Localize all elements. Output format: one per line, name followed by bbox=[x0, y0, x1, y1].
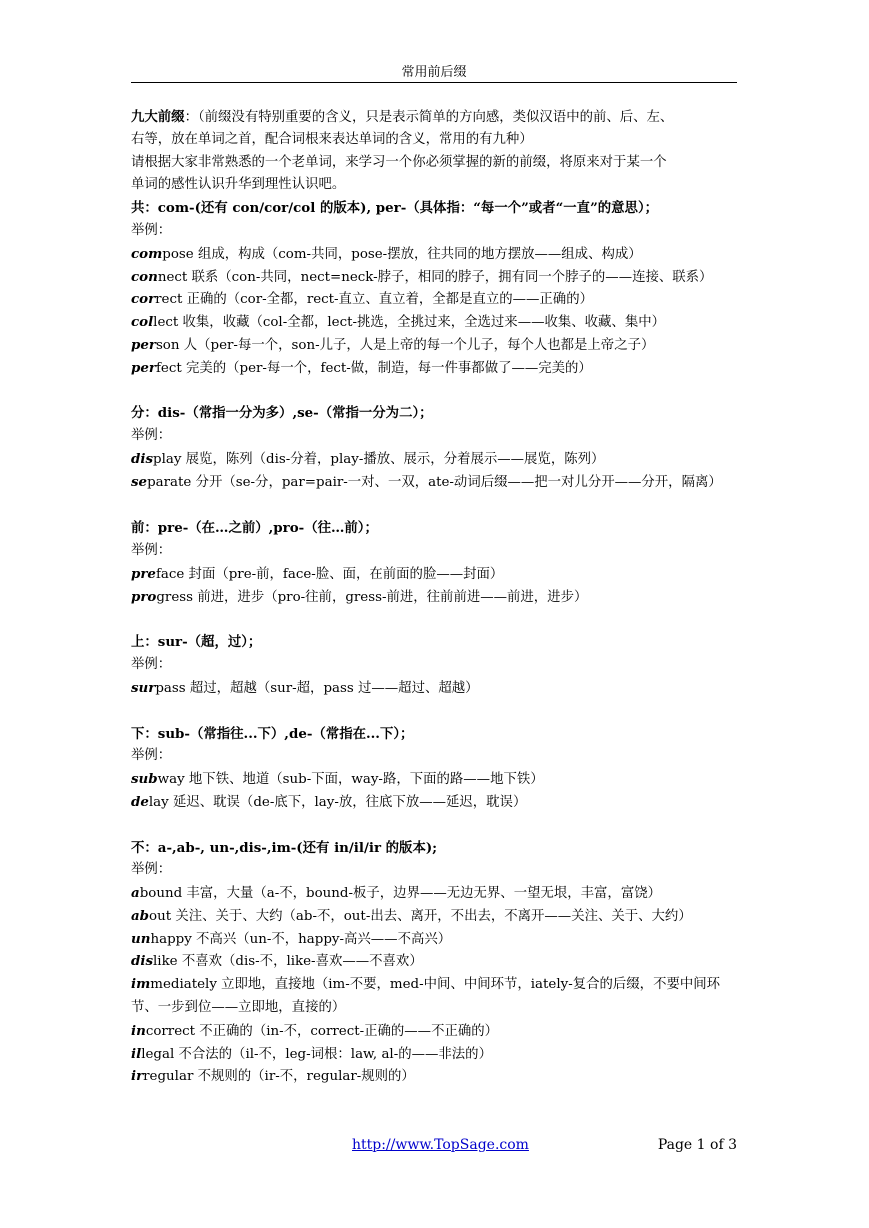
example-person bbox=[131, 334, 737, 357]
spacer bbox=[131, 814, 737, 837]
example-prefix: pro bbox=[131, 588, 157, 605]
example-prefix: per bbox=[131, 359, 156, 376]
example-prefix: il bbox=[131, 1045, 142, 1062]
intro-text: ：（前缀没有特别重要的含义，只是表示简单的方向感，类似汉语中的前、后、左、 bbox=[184, 110, 674, 125]
example-prefix: col bbox=[131, 314, 154, 331]
intro-line-2: 右等，放在单词之首，配合词根来表达单词的含义，常用的有九种） bbox=[131, 131, 533, 147]
example-label: 举例： bbox=[131, 428, 172, 444]
intro-line-1 bbox=[131, 106, 737, 129]
example-incorrect bbox=[131, 1020, 737, 1043]
example-text: son 人（per-每一个，son-儿子，人是上帝的每一个儿子，每个人也都是上帝之子） bbox=[155, 337, 655, 353]
example-text: pose 组成，构成（com-共同，pose-摆放，往共同的地方摆放——组成、构成） bbox=[162, 246, 642, 262]
example-text: lay 延迟、耽误（de-底下，lay-放，往底下放——延迟，耽误） bbox=[148, 794, 527, 810]
example-prefix: ir bbox=[131, 1068, 144, 1085]
section-title-negation: 不：a-,ab-, un-,dis-,im-(还有 in/il/ir 的版本); bbox=[131, 839, 438, 856]
spacer bbox=[131, 700, 737, 723]
example-prefix: dis bbox=[131, 953, 153, 970]
example-prefix: in bbox=[131, 1022, 146, 1039]
example-label: 举例： bbox=[131, 862, 172, 878]
page-number: Page 1 of 3 bbox=[657, 1137, 737, 1153]
example-correct bbox=[131, 288, 737, 311]
intro-heading: 九大前缀 bbox=[131, 109, 185, 125]
example-progress bbox=[131, 586, 737, 609]
section-title-pre-pro: 前：pre-（在…之前）,pro-（往…前）； bbox=[131, 520, 378, 537]
example-text: pass 超过，超越（sur-超，pass 过——超过、超越） bbox=[155, 680, 479, 696]
spacer bbox=[131, 495, 737, 518]
example-text: face 封面（pre-前，face-脸、面，在前面的脸——封面） bbox=[155, 566, 504, 582]
example-prefix: con bbox=[131, 268, 158, 285]
example-text: gress 前进，进步（pro-往前，gress-前进，往前前进——前进，进步） bbox=[156, 589, 588, 605]
example-text: rect 正确的（cor-全都，rect-直立、直立着，全都是直立的——正确的） bbox=[155, 292, 593, 308]
example-prefix: sur bbox=[131, 679, 156, 696]
example-text: legal 不合法的（il-不，leg-词根：law, al-的——非法的） bbox=[141, 1046, 492, 1062]
example-prefix: un bbox=[131, 930, 151, 947]
section-title-sub-de: 下：sub-（常指往...下）,de-（常指在...下）； bbox=[131, 725, 414, 742]
example-dislike bbox=[131, 950, 737, 973]
example-subway bbox=[131, 768, 737, 791]
header-divider bbox=[131, 82, 737, 83]
example-label: 举例： bbox=[131, 222, 172, 238]
example-separate bbox=[131, 471, 737, 495]
example-text: play 展览，陈列（dis-分着，play-播放、展示，分着展示——展览，陈列） bbox=[153, 451, 605, 467]
example-abound bbox=[131, 882, 737, 905]
section-title-com-per: 共：com-(还有 con/cor/col 的版本), per-（具体指：“每一个”或者“一直”的意思）； bbox=[131, 200, 659, 217]
spacer bbox=[131, 609, 737, 632]
example-prefix: pre bbox=[131, 565, 156, 582]
example-text: nect 联系（con-共同，nect=neck-脖子，相同的脖子，拥有同一个脖子的——连接、联系） bbox=[157, 269, 713, 285]
example-prefix: se bbox=[131, 473, 148, 490]
section-title-sur: 上：sur-（超，过）； bbox=[131, 634, 262, 651]
example-label: 举例： bbox=[131, 748, 172, 764]
footer-website-link[interactable]: http://www.TopSage.com bbox=[352, 1137, 529, 1153]
example-text: out 关注、关于、大约（ab-不，out-出去、离开，不出去，不离开——关注、关于、大约） bbox=[149, 908, 692, 924]
example-preface bbox=[131, 563, 737, 586]
example-prefix: de bbox=[131, 793, 149, 810]
example-surpass bbox=[131, 677, 737, 700]
example-label: 举例： bbox=[131, 543, 172, 559]
intro-line-3: 请根据大家非常熟悉的一个老单词，来学习一个你必须掌握的新的前缀，将原来对于某一个 bbox=[131, 154, 667, 170]
example-display bbox=[131, 448, 737, 471]
document-body bbox=[131, 106, 737, 1088]
example-prefix: sub bbox=[131, 771, 158, 788]
example-label: 举例： bbox=[131, 657, 172, 673]
example-about bbox=[131, 905, 737, 928]
example-irregular bbox=[131, 1065, 737, 1088]
example-prefix: ab bbox=[131, 907, 150, 924]
example-prefix: dis bbox=[131, 450, 153, 467]
spacer bbox=[131, 380, 737, 403]
example-delay bbox=[131, 791, 737, 814]
example-text: parate 分开（se-分，par=pair-一对、一双，ate-动词后缀——把一对儿分开——分开，隔离） bbox=[147, 474, 722, 490]
example-text: mediately 立即地，直接地（im-不要，med-中间、中间环节，iately-复合的后缀，不要中间环节、一步到位——立即地，直接的） bbox=[131, 977, 721, 1016]
example-connect bbox=[131, 266, 737, 289]
example-prefix: cor bbox=[131, 291, 156, 308]
page-header-title: 常用前后缀 bbox=[401, 65, 467, 80]
example-collect bbox=[131, 311, 737, 334]
example-immediately bbox=[131, 973, 737, 1020]
example-text: regular 不规则的（ir-不，regular-规则的） bbox=[143, 1069, 415, 1085]
example-unhappy bbox=[131, 928, 737, 951]
example-text: way 地下铁、地道（sub-下面，way-路，下面的路——地下铁） bbox=[157, 772, 544, 788]
example-text: fect 完美的（per-每一个，fect-做，制造，每一件事都做了——完美的） bbox=[155, 360, 592, 376]
example-prefix: com bbox=[131, 245, 163, 262]
example-prefix: im bbox=[131, 976, 151, 993]
example-text: like 不喜欢（dis-不，like-喜欢——不喜欢） bbox=[153, 954, 423, 970]
example-illegal bbox=[131, 1043, 737, 1066]
section-title-dis-se: 分：dis-（常指一分为多）,se-（常指一分为二）； bbox=[131, 405, 433, 422]
example-text: bound 丰富，大量（a-不，bound-板子，边界——无边无界、一望无垠，丰富，富饶） bbox=[139, 886, 661, 902]
example-text: lect 收集，收藏（col-全都，lect-挑选，全挑过来，全选过来——收集、收藏、集中） bbox=[153, 315, 665, 331]
example-prefix: per bbox=[131, 336, 156, 353]
intro-line-4: 单词的感性认识升华到理性认识吧。 bbox=[131, 177, 346, 193]
example-prefix: a bbox=[131, 885, 140, 902]
example-compose bbox=[131, 243, 737, 266]
example-text: happy 不高兴（un-不，happy-高兴——不高兴） bbox=[150, 931, 452, 947]
example-text: correct 不正确的（in-不，correct-正确的——不正确的） bbox=[145, 1023, 499, 1039]
example-perfect bbox=[131, 357, 737, 380]
